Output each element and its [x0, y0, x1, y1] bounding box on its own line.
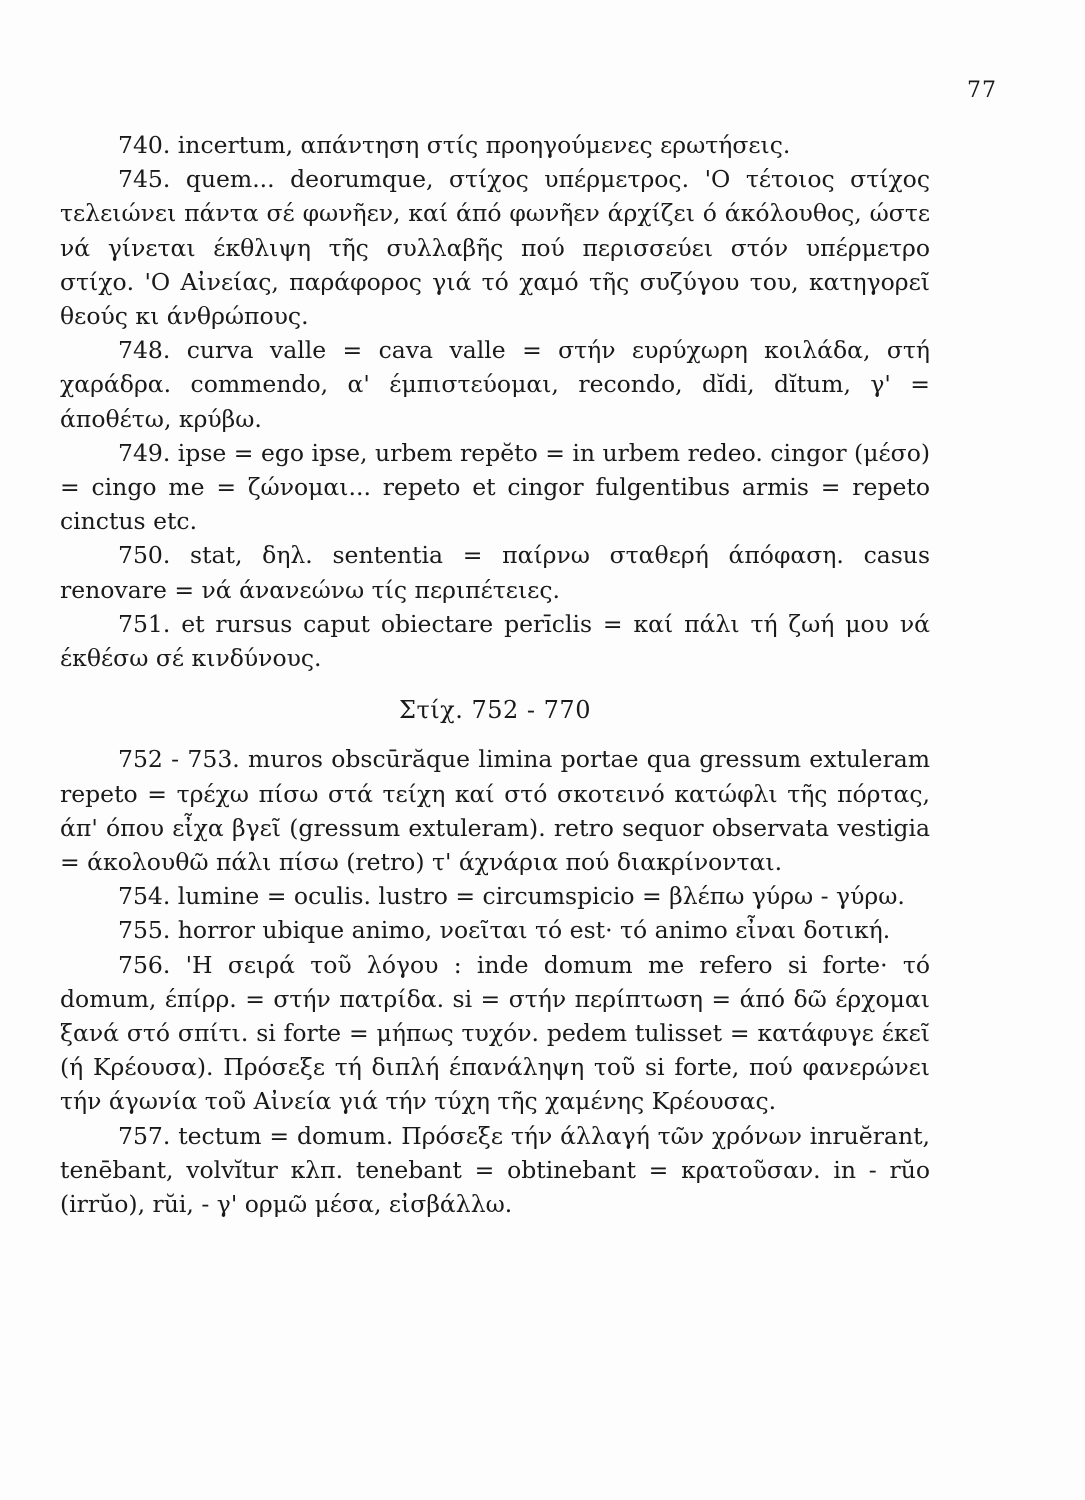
note-756: 756. 'Η σειρά τοῦ λόγου : inde domum me refero si forte· τό domum, έπίρρ. = στήν πατρίδα. si = στήν περίπτωση = άπό δῶ έρχομαι ξανά στό σπίτι. si forte = μήπως τυχόν. pedem tulisset = κατάφυγε έκεῖ (ή Κρέουσα). Πρόσεξε τή διπλή έπανάληψη τοῦ si forte, πού φανερώνει τήν άγωνία τοῦ Αἰνεία γιά τήν τύχη τῆς χαμένης Κρέουσας.	[60, 950, 930, 1116]
note-749: 749. ipse = ego ipse, urbem repĕto = in urbem redeo. cingor (μέσο) = cingo me = ζώνομαι... repeto et cingor fulgentibus armis = repeto cinctus etc.	[60, 438, 931, 536]
commentary-text	[60, 128, 930, 1221]
note-754: 754. lumine = oculis. lustro = circumspicio = βλέπω γύρω - γύρω.	[118, 882, 905, 911]
note-750: 750. stat, δηλ. sententia = παίρνω σταθερή άπόφαση. casus renovare = νά άνανεώνω τίς περιπέτειες.	[60, 541, 930, 604]
note-740: 740. incertum, απάντηση στίς προηγούμενες ερωτήσεις.	[118, 131, 791, 159]
section-heading: Στίχ. 752 - 770	[399, 696, 591, 725]
note-751: 751. et rursus caput obiectare perīclis = καί πάλι τή ζωή μου νά έκθέσω σέ κινδύνους.	[60, 609, 930, 673]
page-number: 77	[967, 78, 997, 103]
note-755: 755. horror ubique animo, νοεῖται τό est· τό animo εἶναι δοτική.	[118, 916, 891, 945]
note-757: 757. tectum = domum. Πρόσεξε τήν άλλαγή τῶν χρόνων inruĕrant, tenēbant, volvĭtur κλπ. tenebant = obtinebant = κρατοῦσαν. in - rŭo (irrŭo), rŭi, - γ' ορμῶ μέσα, εἰσβάλλω.	[60, 1121, 930, 1219]
note-752-753: 752 - 753. muros obscūrăque limina portae qua gressum extuleram repeto = τρέχω πίσω στά τείχη καί στό σκοτεινό κατώφλι τῆς πόρτας, άπ' όπου εἶχα βγεῖ (gressum extuleram). retro sequor observata vestigia = άκολουθῶ πάλι πίσω (retro) τ' άχνάρια πού διακρίνονται.	[60, 745, 930, 877]
note-748: 748. curva valle = cava valle = στήν ευρύχωρη κοιλάδα, στή χαράδρα. commendo, α' έμπιστεύομαι, recondo, dĭdi, dĭtum, γ' = άποθέτω, κρύβω.	[60, 336, 930, 433]
note-745: 745. quem... deorumque, στίχος υπέρμετρος. 'Ο τέτοιος στίχος τελειώνει πάντα σέ φωνῆεν, καί άπό φωνῆεν άρχίζει ό άκόλουθος, ώστε νά γίνεται έκθλιψη τῆς συλλαβῆς πού περισσεύει στόν υπέρμετρο στίχο. 'Ο Αἰνείας, παράφορος γιά τό χαμό τῆς συζύγου του, κατηγορεῖ θεούς κι άνθρώπους.	[60, 165, 930, 331]
